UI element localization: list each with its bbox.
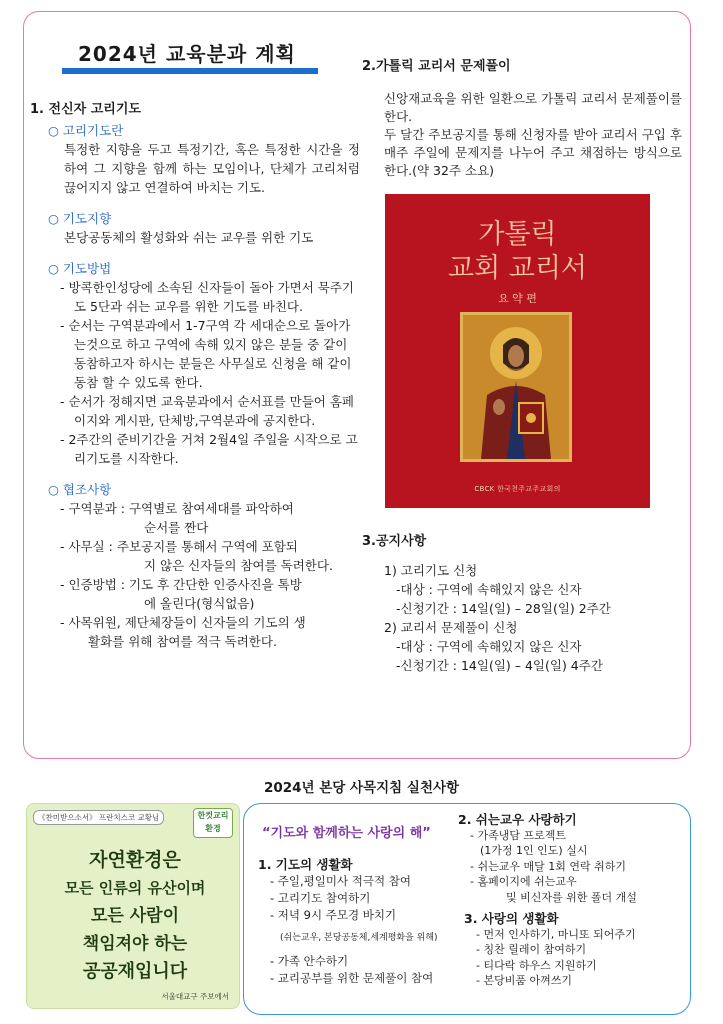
christ-icon-image <box>460 312 572 462</box>
guideline-item: - 먼저 인사하기, 마니또 되어주기 <box>476 927 636 941</box>
sub-heading-cooperation: ○ 협조사항 <box>48 480 360 499</box>
definition-text: 특정한 지향을 두고 특정기간, 혹은 특정한 시간을 정하여 그 지향을 함께 하는 모임이나, 단체가 고리처럼 끊어지지 않고 연결하여 바치는 기도. <box>64 142 360 195</box>
guideline-item: - 쉬는교우 매달 1회 연락 취하기 <box>470 859 626 873</box>
intention-text: 본당공동체의 활성화와 쉬는 교우를 위한 기도 <box>64 230 314 245</box>
cooperation-item: - 사목위원, 제단체장들이 신자들의 기도의 생 활화를 위해 참여를 적극 독려한다. <box>60 615 306 649</box>
method-item: - 순서는 구역분과에서 1-7구역 각 세대순으로 돌아가는것으로 하고 구역에 속해 있지 않은 분들 중 같이 동참하고자 하시는 분들은 사무실로 신청을 해 같이 동참 할 수 있도록 한다. <box>60 318 352 390</box>
sub-heading-intention: ○ 기도지향 <box>48 209 360 228</box>
left-column <box>30 100 360 651</box>
guideline-item: - 주일,평일미사 적극적 참여 <box>270 874 411 888</box>
cooperation-item: - 사무실 : 주보공지를 통해서 구역에 포함되 지 않은 신자들의 참여를 독려한다. <box>60 539 333 573</box>
notice-detail: -신청기간 : 14일(일) – 28일(일) 2주간 <box>396 601 611 616</box>
notice-detail: -대상 : 구역에 속해있지 않은 신자 <box>396 639 582 654</box>
guideline-prayer <box>258 856 458 987</box>
section-2-text-2: 두 달간 주보공지를 통해 신청자를 받아 교리서 구입 후 매주 주일에 문제지를 나누어 주고 채점하는 방식으로 한다.(약 32주 소요) <box>384 127 682 178</box>
guideline-2-heading: 2. 쉬는교우 사랑하기 <box>458 812 577 827</box>
pastoral-guideline-title: 2024년 본당 사목지침 실천사항 <box>263 780 460 796</box>
method-item: - 순서가 정해지면 교육분과에서 순서표를 만들어 홈페이지와 게시판, 단체방,구역분과에 공지한다. <box>60 394 355 428</box>
notice-item: 2) 교리서 문제풀이 신청 <box>384 620 518 635</box>
guideline-item: - 칭찬 릴레이 참여하기 <box>476 943 587 956</box>
book-subtitle: 요 약 편 <box>498 292 537 305</box>
cooperation-item: - 인증방법 : 기도 후 간단한 인증사진을 톡방 에 올린다(형식없음) <box>60 577 302 611</box>
guideline-item: (1가정 1인 인도) 실시 <box>480 844 588 857</box>
notice-section <box>362 532 682 675</box>
guideline-item: - 티다락 하우스 지원하기 <box>476 958 597 972</box>
notice-detail: -신청기간 : 14일(일) – 4일(일) 4주간 <box>396 658 603 673</box>
book-title-line-1: 가톨릭 <box>478 219 557 250</box>
page-title: 2024년 교육분과 계획 <box>78 42 296 66</box>
quote-footer: 서울대교구 주보에서 <box>161 992 229 1001</box>
method-item: - 2주간의 준비기간을 거쳐 2월4일 주일을 시작으로 고리기도를 시작한다. <box>60 432 358 466</box>
environment-quote-card <box>26 803 240 1009</box>
guideline-item: - 교리공부를 위한 문제풀이 참여 <box>270 971 434 985</box>
guideline-note: (쉬는교우, 본당공동체,세계평화을 위해) <box>280 933 438 943</box>
category-badge: 한컷교리 환경 <box>193 808 233 838</box>
section-2-text-1: 신앙재교육을 위한 일환으로 가톨릭 교리서 문제풀이를 한다. <box>384 91 682 124</box>
section-3-heading: 3.공지사항 <box>362 534 427 549</box>
right-column <box>362 58 682 180</box>
quote-calligraphy: 자연환경은 모든 인류의 유산이며 모든 사람이 책임져야 하는 공공재입니다 <box>64 849 206 982</box>
title-underline <box>62 68 318 74</box>
guideline-item: - 가족냉담 프로젝트 <box>470 828 566 842</box>
guideline-item: - 홈페이지에 쉬는교우 <box>470 875 577 888</box>
method-item: - 방콕한인성당에 소속된 신자들이 돌아 가면서 묵주기도 5단과 쉬는 교우를 위한 기도를 바친다. <box>60 280 355 314</box>
catechism-book-cover <box>385 194 650 508</box>
sub-heading-definition: ○ 고리기도란 <box>48 121 360 140</box>
notice-detail: -대상 : 구역에 속해있지 않은 신자 <box>396 582 582 597</box>
section-2-heading: 2.가톨릭 교리서 문제풀이 <box>362 59 511 74</box>
section-1-heading: 1. 전신자 고리기도 <box>30 102 141 117</box>
quote-source: 《찬미받으소서》 프란치스코 교황님 <box>33 810 164 825</box>
guideline-love <box>458 812 688 989</box>
book-title-line-2: 교회 교리서 <box>448 253 587 284</box>
book-publisher: CBCK 한국천주교주교회의 <box>474 485 561 493</box>
cooperation-item: - 구역분과 : 구역별로 참여세대를 파악하여 순서를 짠다 <box>60 501 294 535</box>
guideline-1-heading: 1. 기도의 생활화 <box>258 857 353 872</box>
guideline-item: - 저녁 9시 주모경 바치기 <box>270 908 397 922</box>
guideline-item: 및 비신자를 위한 폴더 개설 <box>506 890 637 904</box>
guideline-3-heading: 3. 사랑의 생활화 <box>464 911 559 926</box>
sub-heading-method: ○ 기도방법 <box>48 259 360 278</box>
guideline-item: - 본당비품 아껴쓰기 <box>476 974 572 987</box>
guideline-item: - 고리기도 참여하기 <box>270 891 371 905</box>
notice-item: 1) 고리기도 신청 <box>384 563 478 578</box>
guideline-item: - 가족 안수하기 <box>270 954 349 968</box>
year-motto: “기도와 함께하는 사랑의 해” <box>262 826 431 841</box>
